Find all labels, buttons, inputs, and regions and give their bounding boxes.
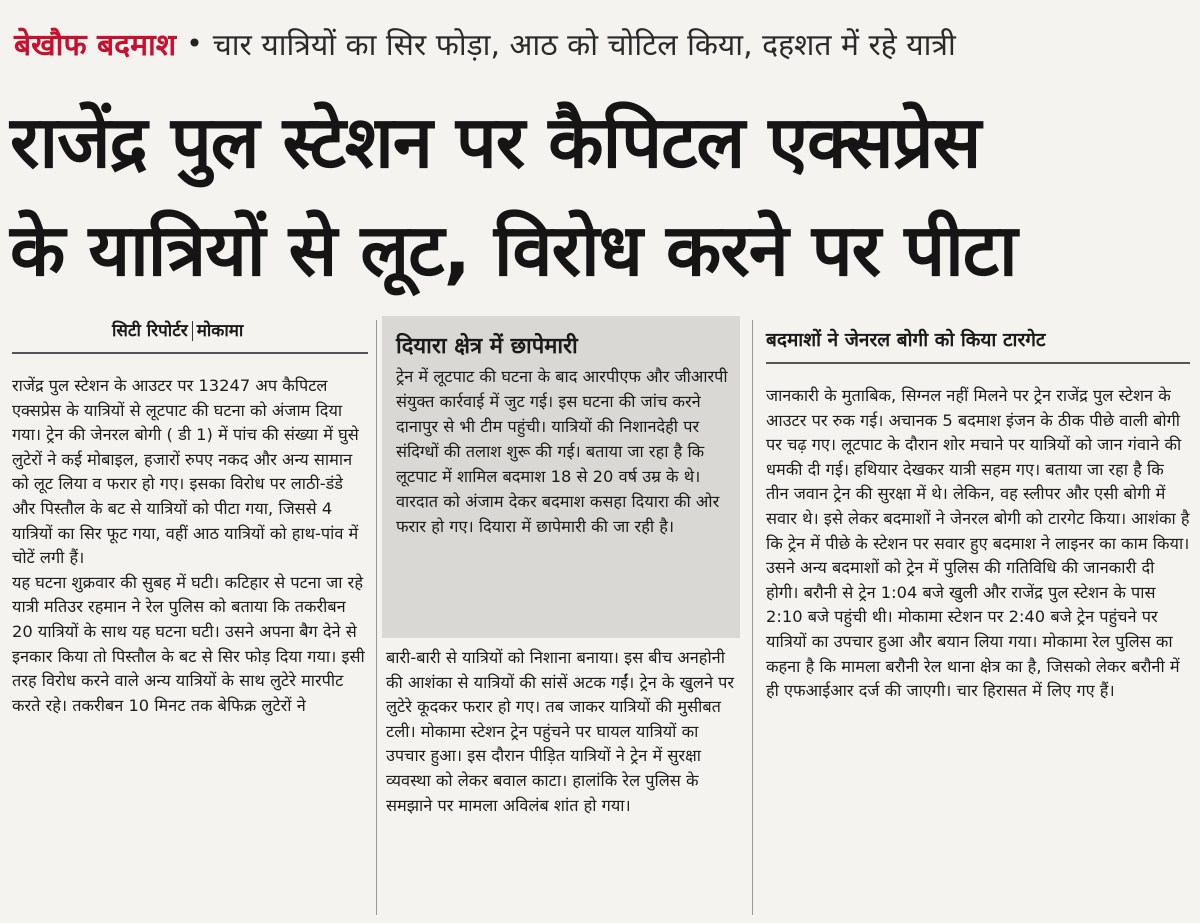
column-2 [386,646,738,818]
byline-separator [192,321,193,341]
column-3-heading: बदमाशों ने जेनरल बोगी को किया टारगेट [766,329,1046,351]
column-divider-1 [376,320,377,915]
column-divider-2 [752,320,753,915]
byline [112,318,243,341]
kicker-text: चार यात्रियों का सिर फोड़ा, आठ को चोटिल किया, दहशत में रहे यात्री [212,27,956,63]
kicker-bullet: • [186,26,203,60]
column-3-rule [766,362,1190,364]
kicker-tag: बेखौफ बदमाश [14,27,177,63]
sidebar-heading: दियारा क्षेत्र में छापेमारी [396,334,578,359]
byline-reporter: सिटी रिपोर्टर [112,321,188,341]
headline-line-1: राजेंद्र पुल स्टेशन पर कैपिटल एक्सप्रेस [10,100,981,184]
column-2-text: बारी-बारी से यात्रियों को निशाना बनाया। इस बीच अनहोनी की आशंका से यात्रियों की सांसें अटक गईं। ट्रेन के खुलने पर लुटेरे कूदकर फरार हो गए। तब जाकर यात्रियों की मुसीबत टली। मोकामा स्टेशन ट्रेन पहुंचने पर घायल यात्रियों का उपचार हुआ। इस दौरान पीड़ित यात्रियों ने ट्रेन में सुरक्षा व्यवस्था को लेकर बवाल काटा। हालांकि रेल पुलिस के समझाने पर मामला अविलंब शांत हो गया। [386,648,735,815]
column-1-para-1: राजेंद्र पुल स्टेशन के आउटर पर 13247 अप कैपिटल एक्सप्रेस के यात्रियों से लूटपाट की घटना को अंजाम दिया गया। ट्रेन की जेनरल बोगी ( डी 1) में पांच की संख्या में घुसे लुटेरों ने कई मोबाइल, हजारों रुपए नकद और अन्य सामान को लूट लिया व फरार हो गए। इसका विरोध पर लाठी-डंडे और पिस्तौल के बट से यात्रियों को पीटा गया, जिससे 4 यात्रियों का सिर फूट गया, वहीं आठ यात्रियों को हाथ-पांव में चोटें लगी हैं। [12,376,359,568]
byline-rule [12,352,368,354]
byline-place: मोकामा [196,321,244,341]
sidebar-box [382,316,740,638]
column-3-text: जानकारी के मुताबिक, सिग्नल नहीं मिलने पर ट्रेन राजेंद्र पुल स्टेशन के आउटर पर रुक गई। अचानक 5 बदमाश इंजन के ठीक पीछे वाली बोगी पर चढ़ गए। लूटपाट के दौरान शोर मचाने पर यात्रियों को जान गंवाने की धमकी दी गई। हथियार देखकर यात्री सहम गए। बताया जा रहा है कि तीन जवान ट्रेन की सुरक्षा में थे। लेकिन, वह स्लीपर और एसी बोगी में सवार थे। इसे लेकर बदमाशों ने जेनरल बोगी को टारगेट किया। आशंका है कि ट्रेन में पीछे के स्टेशन पर सवार हुए बदमाश ने लाइनर का काम किया। उसने अन्य बदमाशों को ट्रेन में पुलिस की गतिविधि की जानकारी दी होगी। बरौनी से ट्रेन 1:04 बजे खुली और राजेंद्र पुल स्टेशन के पास 2:10 बजे पहुंची थी। मोकामा स्टेशन पर 2:40 बजे ट्रेन पहुंचने पर यात्रियों का उपचार हुआ और बयान लिया गया। मोकामा रेल पुलिस का कहना है कि मामला बरौनी रेल थाना क्षेत्र का है, जिसको लेकर बरौनी में ही एफआईआर दर्ज की जाएगी। चार हिरासत में लिए गए हैं। [766,386,1190,701]
sidebar-text: ट्रेन में लूटपाट की घटना के बाद आरपीएफ और जीआरपी संयुक्त कार्रवाई में जुट गई। इस घटना की जांच करने दानापुर से भी टीम पहुंची। यात्रियों की निशानदेही पर संदिग्धों की तलाश शुरू की गई। बताया जा रहा है कि लूटपाट में शामिल बदमाश 18 से 20 वर्ष उम्र के थे। वारदात को अंजाम देकर बदमाश कसहा दियारा की ओर फरार हो गए। दियारा में छापेमारी की जा रही है। [396,367,728,536]
column-3 [766,384,1190,704]
kicker [14,14,1189,72]
headline [10,88,1190,304]
column-1-para-2: यह घटना शुक्रवार की सुबह में घटी। कटिहार से पटना जा रहे यात्री मतिउर रहमान ने रेल पुलिस को बताया कि तकरीबन 20 यात्रियों के साथ यह घटना घटी। उसने अपना बैग देने से इनकार किया तो पिस्तौल के बट से सिर फोड़ दिया गया। इसी तरह विरोध करने वाले अन्य यात्रियों के साथ लुटेरे मारपीट करते रहे। तकरीबन 10 मिनट तक बेफिक्र लुटेरों ने [12,572,365,715]
column-1 [12,374,368,718]
headline-line-2: के यात्रियों से लूट, विरोध करने पर पीटा [10,208,1017,292]
